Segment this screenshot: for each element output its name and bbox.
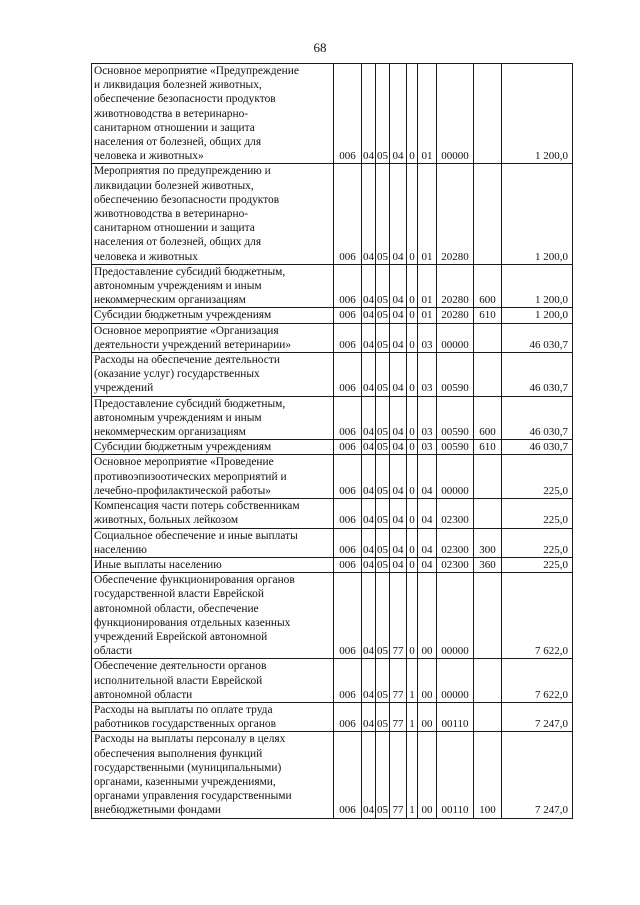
row-description: Основное мероприятие «Предупреждение и ликвидация болезней животных, обеспечение безопасности продуктов животноводства в ветеринарно- санитарном отношении и защита населения от болезней, общих для человека и животных» [92,64,334,164]
activity-code: 00 [418,659,437,703]
program-code: 04 [390,455,407,499]
activity-code: 03 [418,353,437,397]
subprogram-code: 0 [407,64,418,164]
amount: 46 030,7 [502,396,573,440]
amount: 225,0 [502,528,573,557]
subsection-code: 05 [376,455,390,499]
row-description: Расходы на выплаты по оплате труда работников государственных органов [92,702,334,731]
table-row [92,528,573,557]
subsection-code: 05 [376,323,390,352]
activity-code: 04 [418,499,437,528]
table-row [92,396,573,440]
subprogram-code: 1 [407,702,418,731]
expense-type-code [474,455,502,499]
activity-code: 00 [418,732,437,818]
subprogram-code: 0 [407,499,418,528]
expense-type-code [474,499,502,528]
row-description: Мероприятия по предупреждению и ликвидации болезней животных, обеспечению безопасности продуктов животноводства в ветеринарно- санитарном отношении и защита населения от болезней, общих для человека и животных [92,164,334,264]
amount: 46 030,7 [502,323,573,352]
subprogram-code: 0 [407,308,418,323]
ministry-code: 006 [334,499,362,528]
program-code: 04 [390,264,407,308]
budget-table [91,63,573,819]
ministry-code: 006 [334,573,362,659]
activity-code: 01 [418,164,437,264]
direction-code: 00000 [437,573,474,659]
subsection-code: 05 [376,164,390,264]
direction-code: 00110 [437,732,474,818]
amount: 7 247,0 [502,702,573,731]
amount: 1 200,0 [502,164,573,264]
subsection-code: 05 [376,732,390,818]
program-code: 04 [390,164,407,264]
table-row [92,264,573,308]
subsection-code: 05 [376,659,390,703]
program-code: 04 [390,353,407,397]
direction-code: 20280 [437,164,474,264]
activity-code: 04 [418,455,437,499]
program-code: 04 [390,308,407,323]
expense-type-code: 600 [474,396,502,440]
ministry-code: 006 [334,264,362,308]
direction-code: 20280 [437,308,474,323]
section-code: 04 [362,455,376,499]
expense-type-code [474,164,502,264]
page-number: 68 [313,40,327,55]
expense-type-code [474,659,502,703]
row-description: Иные выплаты населению [92,557,334,572]
direction-code: 20280 [437,264,474,308]
table-row [92,308,573,323]
subprogram-code: 0 [407,264,418,308]
table-row [92,64,573,164]
direction-code: 00000 [437,323,474,352]
amount: 7 247,0 [502,732,573,818]
table-row [92,573,573,659]
table-row [92,164,573,264]
section-code: 04 [362,396,376,440]
amount: 225,0 [502,557,573,572]
section-code: 04 [363,441,374,454]
subsection-code: 05 [376,396,390,440]
section-code: 04 [362,353,376,397]
table-row [92,499,573,528]
section-code: 04 [362,499,376,528]
subsection-code: 05 [377,309,388,322]
program-code: 77 [390,732,407,818]
expense-type-code [474,64,502,164]
ministry-code: 006 [334,455,362,499]
direction-code: 00000 [437,455,474,499]
amount: 46 030,7 [502,353,573,397]
subsection-code: 05 [376,573,390,659]
row-description: Субсидии бюджетным учреждениям [92,440,334,455]
subsection-code: 05 [376,528,390,557]
expense-type-code: 300 [474,528,502,557]
subprogram-code: 0 [407,528,418,557]
section-code: 04 [362,164,376,264]
expense-type-code [474,702,502,731]
program-code: 77 [390,573,407,659]
table-row [92,732,573,818]
ministry-code: 006 [334,323,362,352]
amount: 1 200,0 [502,264,573,308]
subsection-code: 05 [377,441,388,454]
expense-type-code: 610 [474,308,502,323]
program-code: 04 [390,440,407,455]
subsection-code: 05 [376,264,390,308]
ministry-code: 006 [334,164,362,264]
table-row [92,323,573,352]
subsection-code: 05 [376,353,390,397]
amount: 46 030,7 [502,440,573,455]
direction-code: 02300 [437,528,474,557]
expense-type-code [474,573,502,659]
subprogram-code: 0 [407,164,418,264]
section-code: 04 [362,573,376,659]
ministry-code: 006 [334,396,362,440]
direction-code: 02300 [437,557,474,572]
table-row [92,557,573,572]
budget-table-body [92,64,573,819]
program-code: 77 [390,659,407,703]
section-code: 04 [362,528,376,557]
program-code: 04 [390,528,407,557]
table-row [92,440,573,455]
ministry-code: 006 [334,702,362,731]
activity-code: 01 [418,264,437,308]
row-description: Расходы на обеспечение деятельности (оказание услуг) государственных учреждений [92,353,334,397]
expense-type-code: 360 [474,557,502,572]
section-code: 04 [363,309,374,322]
ministry-code: 006 [334,440,362,455]
subprogram-code: 0 [407,440,418,455]
ministry-code: 006 [334,353,362,397]
row-description: Предоставление субсидий бюджетным, автономным учреждениям и иным некоммерческим организациям [92,396,334,440]
row-description: Расходы на выплаты персоналу в целях обеспечения выполнения функций государственными (муниципальными) органами, казенными учреждениями, органами управления государственными внебюджетными фондами [92,732,334,818]
section-code: 04 [362,264,376,308]
section-code: 04 [362,702,376,731]
subprogram-code: 1 [407,659,418,703]
direction-code: 00110 [437,702,474,731]
program-code: 04 [390,323,407,352]
expense-type-code: 610 [474,440,502,455]
ministry-code: 006 [334,308,362,323]
amount: 225,0 [502,455,573,499]
row-description: Компенсация части потерь собственникам животных, больных лейкозом [92,499,334,528]
activity-code: 03 [418,440,437,455]
activity-code: 01 [418,64,437,164]
table-row [92,659,573,703]
program-code: 04 [390,396,407,440]
expense-type-code [474,353,502,397]
subsection-code: 05 [376,702,390,731]
subprogram-code: 1 [407,732,418,818]
subprogram-code: 0 [407,353,418,397]
table-row [92,702,573,731]
activity-code: 03 [418,323,437,352]
row-description: Основное мероприятие «Проведение противоэпизоотических мероприятий и лечебно-профилактической работы» [92,455,334,499]
program-code: 04 [390,64,407,164]
amount: 1 200,0 [502,64,573,164]
activity-code: 03 [418,396,437,440]
row-description: Субсидии бюджетным учреждениям [92,308,334,323]
ministry-code: 006 [334,528,362,557]
section-code: 04 [363,558,374,571]
section-code: 04 [362,659,376,703]
ministry-code: 006 [334,64,362,164]
activity-code: 00 [418,573,437,659]
ministry-code: 006 [334,557,362,572]
expense-type-code: 600 [474,264,502,308]
table-row [92,353,573,397]
direction-code: 00000 [437,659,474,703]
program-code: 77 [390,702,407,731]
ministry-code: 006 [334,732,362,818]
subprogram-code: 0 [407,396,418,440]
ministry-code: 006 [334,659,362,703]
subprogram-code: 0 [407,455,418,499]
table-row [92,455,573,499]
row-description: Обеспечение деятельности органов исполнительной власти Еврейской автономной области [92,659,334,703]
activity-code: 00 [418,702,437,731]
expense-type-code: 100 [474,732,502,818]
direction-code: 00590 [437,353,474,397]
amount: 7 622,0 [502,659,573,703]
row-description: Социальное обеспечение и иные выплаты населению [92,528,334,557]
activity-code: 04 [418,528,437,557]
section-code: 04 [362,323,376,352]
subprogram-code: 0 [407,557,418,572]
program-code: 04 [390,499,407,528]
amount: 1 200,0 [502,308,573,323]
subsection-code: 05 [377,558,388,571]
activity-code: 04 [418,557,437,572]
subsection-code: 05 [376,499,390,528]
section-code: 04 [362,732,376,818]
activity-code: 01 [418,308,437,323]
direction-code: 00590 [437,440,474,455]
direction-code: 02300 [437,499,474,528]
subprogram-code: 0 [407,323,418,352]
row-description: Обеспечение функционирования органов государственной власти Еврейской автономной области, обеспечение функционирования отдельных казенных учреждений Еврейской автономной области [92,573,334,659]
row-description: Основное мероприятие «Организация деятельности учреждений ветеринарии» [92,323,334,352]
subsection-code: 05 [376,64,390,164]
subprogram-code: 0 [407,573,418,659]
direction-code: 00590 [437,396,474,440]
row-description: Предоставление субсидий бюджетным, автономным учреждениям и иным некоммерческим организациям [92,264,334,308]
section-code: 04 [362,64,376,164]
direction-code: 00000 [437,64,474,164]
program-code: 04 [390,557,407,572]
expense-type-code [474,323,502,352]
amount: 225,0 [502,499,573,528]
amount: 7 622,0 [502,573,573,659]
